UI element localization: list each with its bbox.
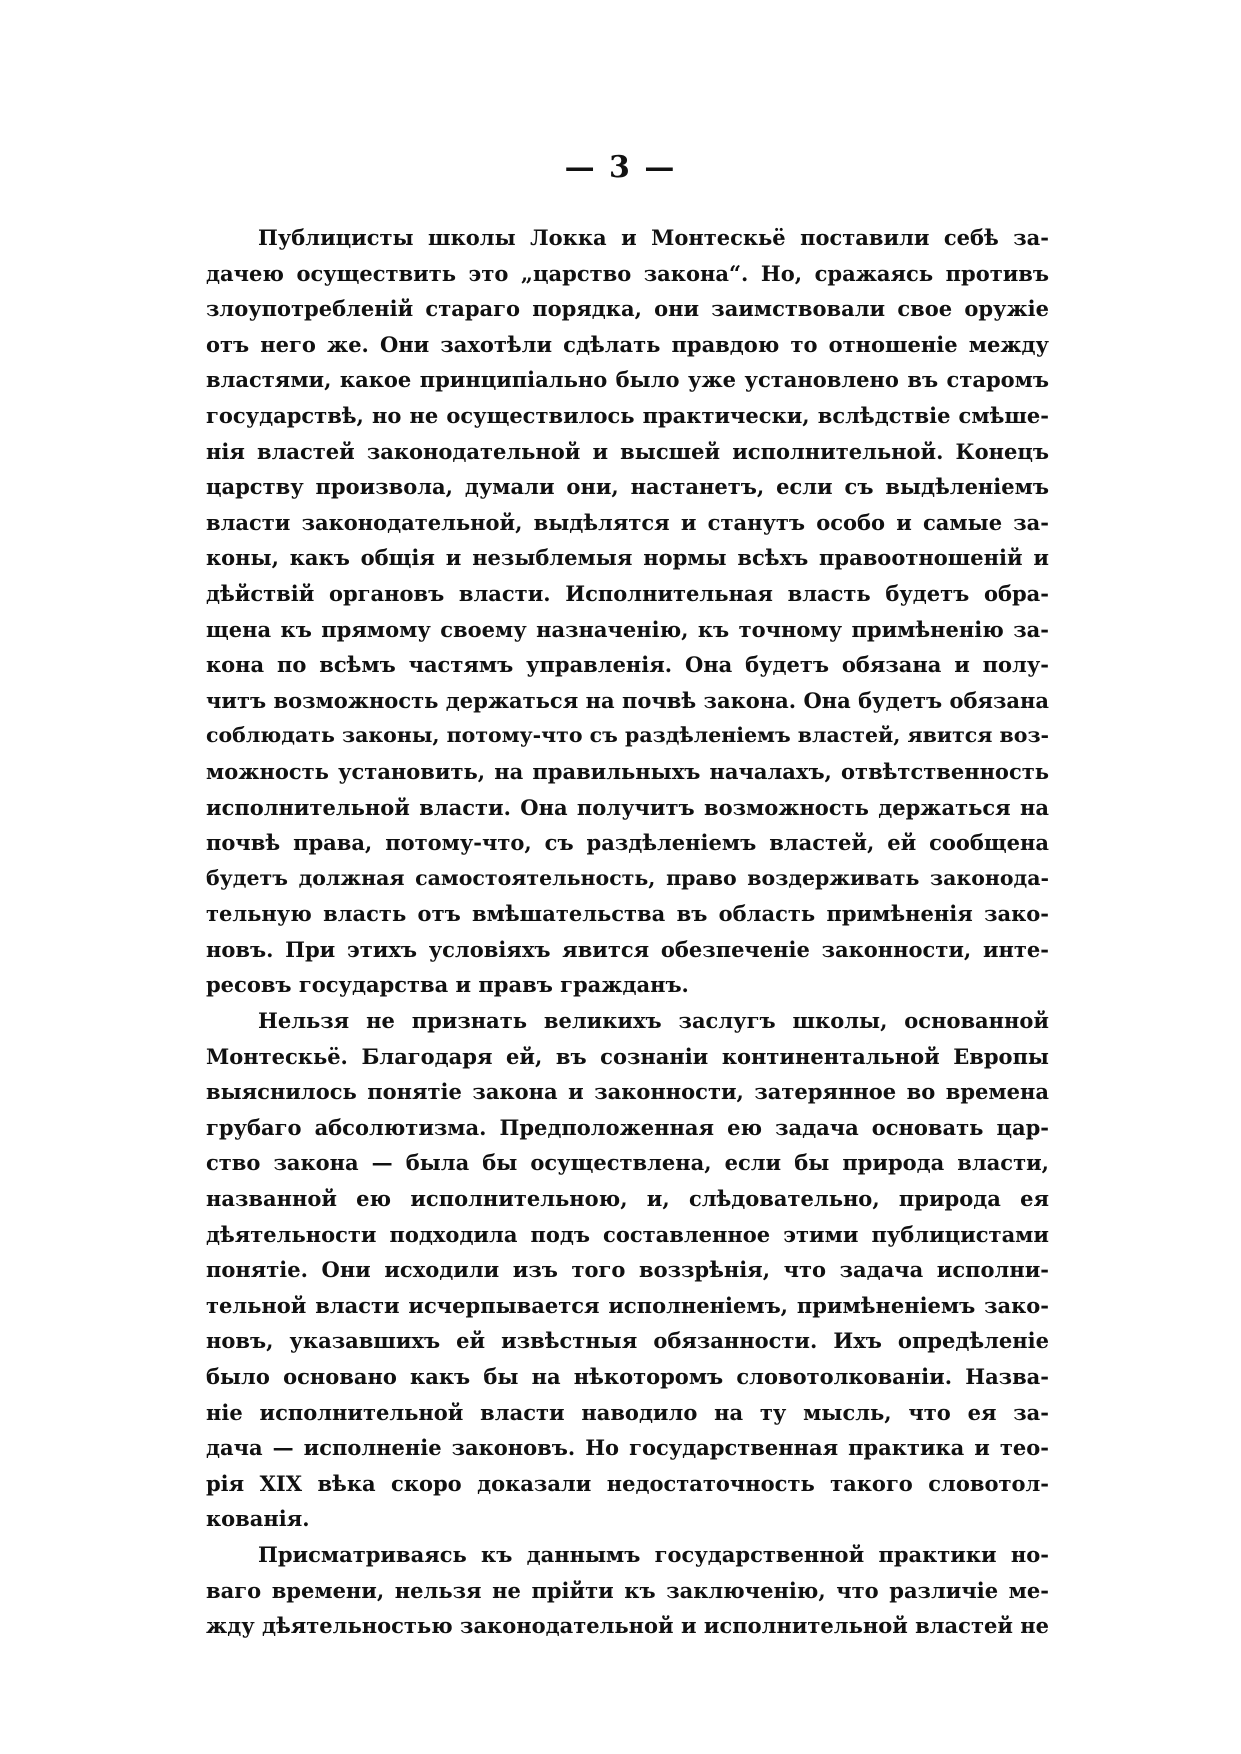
text-line: Монтескьё. Благодаря ей, въ сознаніи континентальной Европы: [206, 1043, 1049, 1069]
text-line: властями, какое принципіально было уже установлено въ старомъ: [206, 367, 1049, 393]
text-line: понятіе. Они исходили изъ того воззрѣнія, что задача исполни-: [206, 1257, 1049, 1283]
text-line: отъ него же. Они захотѣли сдѣлать правдою то отношеніе между: [206, 331, 1049, 357]
text-line: грубаго абсолютизма. Предположенная ею задача основать цар-: [206, 1114, 1049, 1140]
text-line: Публицисты школы Локка и Монтескьё поставили себѣ за-: [258, 225, 1049, 250]
paragraph-1: [206, 220, 1049, 1003]
text-line: соблюдать законы, потому-что съ раздѣленіемъ властей, явится воз-: [206, 723, 1049, 748]
text-line: тельную власть отъ вмѣшательства въ область примѣненія зако-: [206, 901, 1049, 927]
text-line: государствѣ, но не осуществилось практически, вслѣдствіе смѣше-: [206, 402, 1049, 428]
body-text: [206, 220, 1049, 1644]
text-line: можность установить, на правильныхъ началахъ, отвѣтственность: [206, 758, 1049, 784]
text-line: будетъ должная самостоятельность, право воздерживать законода-: [206, 865, 1049, 890]
text-line: жду дѣятельностью законодательной и исполнительной властей не: [206, 1613, 1049, 1639]
text-line: тельной власти исчерпывается исполненіемъ, примѣненіемъ зако-: [206, 1292, 1049, 1318]
text-line: ваго времени, нельзя не прійти къ заключенію, что различіе ме-: [206, 1577, 1049, 1603]
text-line: Нельзя не признать великихъ заслугъ школы, основанной: [258, 1008, 1049, 1034]
text-line: ніе исполнительной власти наводило на ту мысль, что ея за-: [206, 1399, 1049, 1425]
text-line: ство закона — была бы осуществлена, если бы природа власти,: [206, 1150, 1049, 1176]
text-line: дача — исполненіе законовъ. Но государственная практика и тео-: [206, 1435, 1049, 1461]
text-line: читъ возможность держаться на почвѣ закона. Она будетъ обязана: [206, 687, 1049, 713]
text-line: исполнительной власти. Она получитъ возможность держаться на: [206, 794, 1049, 820]
text-line: дѣйствій органовъ власти. Исполнительная власть будетъ обра-: [206, 580, 1049, 606]
paragraph-2: [206, 1003, 1049, 1537]
text-line: почвѣ права, потому-что, съ раздѣленіемъ властей, ей сообщена: [206, 830, 1049, 856]
text-line: рія XIX вѣка скоро доказали недостаточность такого словотол-: [206, 1470, 1049, 1496]
text-line: новъ, указавшихъ ей извѣстныя обязанности. Ихъ опредѣленіе: [206, 1328, 1049, 1354]
text-line: власти законодательной, выдѣлятся и станутъ особо и самые за-: [206, 509, 1049, 535]
text-line: злоупотребленій стараго порядка, они заимствовали свое оружіе: [206, 296, 1049, 322]
text-line: новъ. При этихъ условіяхъ явится обезпеченіе законности, инте-: [206, 936, 1049, 962]
text-line: щена къ прямому своему назначенію, къ точному примѣненію за-: [206, 616, 1049, 642]
text-line: кона по всѣмъ частямъ управленія. Она будетъ обязана и полу-: [206, 652, 1049, 678]
text-line: нія властей законодательной и высшей исполнительной. Конецъ: [206, 438, 1049, 464]
text-line: названной ею исполнительною, и, слѣдовательно, природа ея: [206, 1186, 1049, 1212]
text-line: было основано какъ бы на нѣкоторомъ словотолкованіи. Назва-: [206, 1364, 1049, 1389]
text-line: Присматриваясь къ даннымъ государственной практики но-: [258, 1541, 1049, 1567]
text-line: выяснилось понятіе закона и законности, затерянное во времена: [206, 1079, 1049, 1105]
text-line: коны, какъ общія и незыблемыя нормы всѣхъ правоотношеній и: [206, 545, 1049, 571]
text-line: дѣятельности подходила подъ составленное этими публицистами: [206, 1221, 1049, 1247]
page-number: — 3 —: [564, 150, 677, 185]
text-line: дачею осуществить это „царство закона“. Но, сражаясь противъ: [206, 260, 1049, 286]
text-line: царству произвола, думали они, настанетъ, если съ выдѣленіемъ: [206, 474, 1049, 500]
paragraph-3: [206, 1537, 1049, 1644]
text-line: ресовъ государства и правъ гражданъ.: [206, 972, 689, 998]
text-line: кованія.: [206, 1506, 310, 1532]
